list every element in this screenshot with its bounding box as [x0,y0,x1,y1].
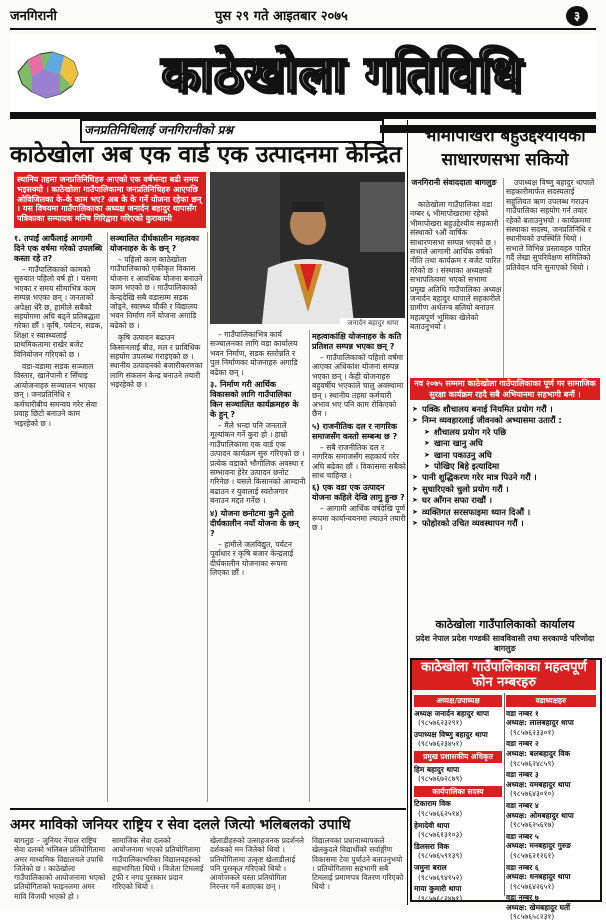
phone-number: (९८५७६२५६१७) [510,820,555,830]
answer: – सबै राजनीतिक दल र नागरिक समाजसँग सहकार्य गरेर अघि बढेका छौं । विकासमा सबैको साथ चाहिन्छ । [312,442,406,481]
phone-directory-title: काठेखोला गाउँपालिकाका महत्वपूर्ण फोन नम्बरहरु [412,660,596,690]
bottom-column-4: विद्यालयका प्रधानाध्यापकले खेलकुदले विद्यार्थीको सर्वाङ्गीण विकासमा टेवा पुर्याउने बताउनुभयो । प्रतियोगितामा सहभागी सबै टिमलाई प्रमाणपत्र वितरण गरिएको थियो । [312,836,404,892]
dateline: पुस २९ गते आइतबार २०७५ [215,9,348,24]
phone-contact-name: अध्यक्ष: लालबहादुर थापा [506,718,574,728]
list-item: ➤ शौचालय प्रयोग गरे पछि [412,427,598,438]
list-item: ➤ पानी शुद्धिकरण गरेर मात्र पिउने गरौं । [412,472,598,483]
section-rule [407,120,408,905]
phone-contact-name: वडा नम्बर ५ [506,831,539,841]
phone-column-right [506,693,596,922]
list-item: ➤ फोहोरको उचित व्यवस्थापन गरौं । [412,518,598,529]
phone-number: (९८५७६२४८५९) [510,758,555,768]
list-item: ➤ खाना पकाउनु अघि [412,450,598,461]
phone-contact-name: अध्यक्ष: खेमबहादुर घर्ती [506,902,571,912]
phone-number: (९८५७६४२६५१) [510,881,555,891]
question: ५) राजनीतिक दल र नागरिक समाजसँग कस्तो सम्बन्ध छ ? [312,421,398,441]
phone-contact-name: डिलसरा विक [414,841,450,851]
answer: – पहिलो काम काठेखोला गाउँपालिकाको एकीकृत विकास योजना र आवधिक योजना बनाउने काम भएको छ । गाउँपालिकाको केन्द्रदेखि सबै वडासम्म सडक जोड्ने, स्वास्थ्य चौकी र विद्यालय भवन निर्माण गर्ने योजना अगाडि बढेको छ । [110,255,203,330]
lead-photo [210,172,405,324]
phone-contact-name: वडा नम्बर १ [506,708,539,718]
right-headline: भीमापोखरा बहुउद्देश्यीयको साधारणसभा सकियो [424,126,586,170]
bottom-headline: अमर माविको जनियर राष्ट्रिय र सेवा दलले जित्यो भलिबलको उपाधि [10,817,351,833]
phone-contact-name: अध्यक्ष: धनबहादुर थापा [506,872,571,882]
answer: कृषि उत्पादन बढाउन किसानलाई बीउ, मल र प्राविधिक सहयोग उपलब्ध गराइएको छ । स्थानीय उत्पादनको बजारीकरणका लागि संकलन केन्द्र बनाउने तयारी भइरहेको छ । [110,333,203,390]
phone-number: (९८५७६५९१३९) [418,851,463,861]
answer: – गाउँपालिकाको पहिलो वर्षमा आएका अधिकांश योजना सम्पन्न भएका छन् । केही योजनाहरु बहुवर्षीय भएकाले चालु अवस्थामा छन् । स्थानीय तहमा कर्मचारी अभाव भए पनि काम रोकिएको छैन । [312,353,404,419]
bottom-column-1: बागलुङ – जुनियर नेपाल राष्ट्रिय सेवा दलको भलिबल प्रतियोगितामा अमर माध्यमिक विद्यालयले उपाधि जितेको छ । काठेखोला गाउँपालिकाको आयोजनामा भएको प्रतियोगिताको फाइनलमा अमर मावि विजयी भएको हो । [14,836,106,901]
column-rule [503,178,504,378]
notice-bullets [412,404,598,614]
phone-contact-name: अध्यक्ष: मनबहादुर गुरुङ [506,841,571,851]
phone-contact-name: अध्यक्ष: बलबहादुर विक [506,748,571,758]
phone-section-heading: अध्यक्ष/उपाध्यक्ष [414,695,502,707]
phone-number: (९८५७६६२५१४) [418,808,463,818]
question: ४) योजना छनोटमा कुनै ठूलो दीर्घकालीन नयाँ योजना के छन् ? [210,508,299,538]
bottom-column-2: सामाजिक सेवा दलको आयोजनामा भएको प्रतियोगितामा गाउँपालिकाभरिका विद्यालयहरुको सहभागिता थियो । विजेता टिमलाई ट्रफी र नगद पुरस्कार प्रदान गरिएको थियो । [112,836,204,892]
phone-column-left [414,693,502,903]
answer: वडा-वडामा सडक सञ्जाल विस्तार, खानेपानी र सिँचाइ आयोजनाहरु सञ्चालन भएका छन् । जनप्रतिनिधि र कर्मचारीबीच समन्वय गरेर सेवा प्रवाह छिटो बनाउने काम भइरहेको छ । [14,362,97,428]
phone-number: (९८५७६७२८७९) [418,774,463,784]
lead-column-4 [312,330,406,802]
phone-number: (९८५७६८२४७१) [418,893,463,903]
list-item: ➤ पोखिए बिहे इत्यादिमा [412,461,598,472]
masthead-title: काठेखोला गतिविधि [161,44,523,103]
person-photo-icon [210,172,405,324]
photo-caption: जनार्दन बहादुर थापा [340,318,406,329]
phone-contact-name: अध्यक्ष: यमबहादुर थापा [506,779,571,789]
phone-contact-name: उपाध्यक्ष विष्णु बहादुर थापा [414,729,488,739]
list-item: ➤ घर आँगन सफा राखौं । [412,495,598,506]
list-item: ➤ सुधारिएको चुलो प्रयोग गरौं । [412,484,598,495]
office-subtitle: प्रदेश नेपाल प्रदेश गण्डकी सावविवासी तथा सरकाण्डे परिणोदा बागलुङ [415,634,595,653]
question: ३. निर्माण गरी आर्थिक विकासको लागि गाउँपालिका किन सञ्चालित कार्यक्रमहरु के के हुन् ? [210,380,299,420]
phone-section-heading: प्रमुख प्रशासकीय अधिकृत [414,751,502,763]
answer: – हामीले जलविद्युत, पर्यटन पूर्वाधार र कृषि बजार केन्द्रलाई दीर्घकालीन योजनाका रूपमा लिएका छौं । [210,539,294,577]
answer: – आगामी आर्थिक वर्षदेखि पूर्ण रूपमा कार्यान्वयनमा ल्याउने तयारी छ । [312,504,406,533]
tagline: जनप्रतिनिधिलाई जनगिरानीको प्रश्न [84,123,233,137]
right-byline: जनगिरानी संवाददाता बागलुङ [411,178,497,187]
right-column-2 [506,178,598,378]
phone-contact-name: जमुना बराल [414,862,447,872]
phone-number: (९८५७६९४१५२) [418,872,463,882]
column-rule [107,232,108,802]
phone-number: (९८५७६२३३०१) [510,727,555,737]
phone-number: (९८५७६५८२३१) [510,912,555,922]
phone-number: (९८५७६४३०१०) [510,789,555,799]
phone-contact-name: वडा नम्बर ७ [506,893,539,903]
answer: – गाउँपालिकाभित्र कार्य सञ्चालनका लागि वडा कार्यालय भवन निर्माण, सडक स्तरोन्नति र पुल निर्माणका योजनाहरु अगाडि बढेका छन् । [210,330,298,377]
phone-section-heading: वडाध्यक्षहरु [506,695,596,707]
nepal-map-icon [14,42,82,104]
brand-name: जनगिरानी [10,9,57,24]
list-item: ➤ पक्कि शौचालय बनाई नियमित प्रयोग गरौं । [412,404,598,415]
phone-contact-name: वडा नम्बर ३ [506,770,539,780]
question: महत्वाकांक्षि योजनाहरु के कति प्रतिशत सम्पन्न भएका छन् ? [312,332,402,351]
right-column-1 [410,200,502,378]
phone-number: (९८५७६१३१०३) [418,830,463,840]
lead-column-1 [14,232,104,802]
question: सञ्चालित दीर्घकालीन महत्वका योजनाहरु के के छन् ? [110,234,200,253]
question: ६) एक वडा एक उत्पादन योजना कहिले देखि लागु हुन्छ ? [312,483,405,503]
story-text: उपाध्यक्ष विष्णु बहादुर थापाले सहकारीमार्फत सदस्यलाई सहुलियत ऋण उपलब्ध गराउन गाउँपालिका सहयोग गर्न तयार रहेको बताउनुभयो । कार्यक्रममा संस्थाका सदस्य, जनप्रतिनिधि र स्थानीयको उपस्थिति थियो । सभाले विभिन्न प्रस्तावहरु पारित गर्दै लेखा सुपरिवेक्षण समितिको प्रतिवेदन पनि सुनाएको थियो । [506,178,595,272]
bottom-rule [10,808,406,810]
column-rule [309,330,310,802]
phone-contact-name: हिम बहादुर थापा [414,764,460,774]
lead-intro: स्थानिय तहमा जनप्रतिनिधिहरु आएको एक वर्षभन्दा बढी समय भइसक्यो । काठेखोला गाउँपालिकामा जनप्रतिनिधिहरु आएपछि ओविजिलका के-के काम भए? अब के के गर्ने योजना रहेका छन् । यस विषयमा गाउँपालिकाका अध्यक्ष जनार्दन बहादुर थापासँग पत्रिकाका सम्पादक मनिष गिरिद्वारा गरिएको कुराकानी [14,172,206,228]
phone-section-heading: कार्यपालिका सदस्य [414,786,502,798]
answer: – गाउँपालिकाको कामको सुरुवात पहिलो वर्ष हो । यसमा भएका र समय सीमाभित्र काम सम्पन्न भएका छन् । जनताको अपेक्षा धेरै छ, हामीले सबैको सहयोगमा अघि बढ्ने प्रतिबद्धता गरेका छौं । कृषि, पर्यटन, सडक, शिक्षा र स्वास्थ्यलाई प्राथमिकतामा राखेर बजेट विनियोजन गरिएको छ । [14,265,103,359]
question: १. तपाईं आफैंलाई आगामी दिने एक वर्षमा गरेको उपलब्धि कस्ता रहे त? [14,234,103,263]
story-text: काठेखोला गाउँपालिका वडा नम्बर ६ भीमापोखरामा रहेको भीमापोखरा बहुउद्देश्यीय सहकारी संस्थाको ९औं वार्षिक साधारणसभा सम्पन्न भएको छ । सभाले आगामी आर्थिक वर्षको नीति तथा कार्यक्रम र बजेट पारित गरेको छ । संस्थाका अध्यक्षको सभापतित्वमा भएको सभामा प्रमुख अतिथि गाउँपालिका अध्यक्ष जनार्दन बहादुर थापाले सहकारीले ग्रामीण अर्थतन्त्र बलियो बनाउन महत्वपूर्ण भूमिका खेलेको बताउनुभयो । [410,200,502,332]
phone-number: (९८५७६२३४५१) [418,739,463,749]
list-item: ➤ व्यक्तिगत सरसफाइमा ध्यान दिऔं । [412,507,598,518]
notice-banner: नव २०७५ सम्ममा काठेखोला गाउँपालिकाका पूर्ण गर सामाजिक सुरक्षा कार्यक्रम रहदै सबै अभियानमा सहभागी बनौं । [410,378,600,400]
phone-contact-name: टिकाराम विक [414,799,451,809]
phone-number: (९८५७६२३२९१) [418,718,463,728]
bottom-column-3: खेलाडीहरुको उत्साहजनक प्रदर्शनले दर्शकको मन जितेको थियो । प्रतियोगितामा उत्कृष्ट खेलाडीलाई पनि पुरस्कृत गरिएको थियो । आयोजकले यस्ता प्रतियोगिता निरन्तर गर्ने बताएका छन् । [210,836,305,892]
office-title: काठेखोला गाउँपालिकाको कार्यालय [435,618,575,631]
phone-contact-name: अध्यक्ष जनार्दन बहादुर थापा [414,708,490,718]
list-item: ➤ निम्न व्यवहारलाई जीवनको अभ्यासमा उतारौं : [412,415,598,426]
phone-number: (९८५७६२१२६१) [510,850,555,860]
phone-contact-name: वडा नम्बर ६ [506,862,539,872]
phone-contact-name: वडा नम्बर ४ [506,800,539,810]
lead-headline: काठेखोला अब एक वार्ड एक उत्पादनमा केन्द्रित [10,142,402,168]
column-rule [504,693,505,896]
lead-column-2 [110,232,204,802]
phone-contact-name: हेमादेवी थापा [414,820,450,830]
list-item: ➤ खाना खानु अघि [412,438,598,449]
answer: – मैले भन्दा पनि जनताले मूल्यांकन गर्ने कुरा हो । हाम्रो गाउँपालिकामा एक वार्ड एक उत्पादन कार्यक्रम सुरु गरिएको छ । प्रत्येक वडाको भौगोलिक अवस्था र सम्भावना हेरेर उत्पादन छनोट गरिनेछ । यसले किसानको आम्दानी बढाउन र युवालाई स्वरोजगार बनाउन मद्दत गर्नेछ । [210,421,306,506]
phone-contact-name: वडा नम्बर २ [506,739,539,749]
phone-contact-name: माया कुमारी थापा [414,884,462,894]
phone-contact-name: अध्यक्ष: ओमबहादुर थापा [506,810,574,820]
lead-column-3 [210,330,306,802]
page-number: ३ [566,6,588,26]
column-rule [207,232,208,802]
